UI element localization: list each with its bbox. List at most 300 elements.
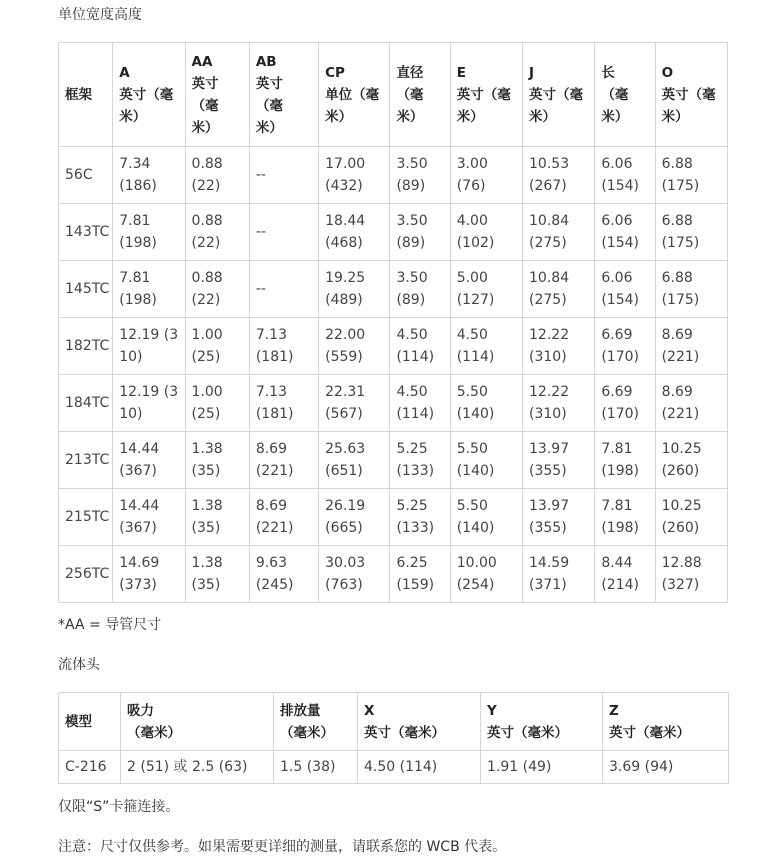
table-row <box>59 489 728 546</box>
cell-line: 14.69 <box>119 555 160 571</box>
cell-line: -- <box>255 167 266 183</box>
cell-line: (22) <box>191 178 221 194</box>
dimension-cell <box>390 489 450 546</box>
frame-cell <box>59 261 113 318</box>
cell-line: (175) <box>661 178 700 194</box>
cell-line: 14.44 <box>119 441 160 457</box>
cell-line: (432) <box>325 178 363 194</box>
cell-line: (35) <box>191 520 221 536</box>
cell-line: 22.00 <box>325 327 366 343</box>
cell-line: 25.63 <box>325 441 366 457</box>
cell-line: (154) <box>601 178 639 194</box>
cell-line: 143TC <box>65 224 110 240</box>
cell-line: Y <box>487 702 497 719</box>
cell-line: (25) <box>191 349 221 365</box>
cell-line: 长 <box>601 64 615 81</box>
cell-line: （毫 <box>601 86 629 103</box>
dimension-cell <box>595 204 655 261</box>
cell-line: (763) <box>325 577 363 593</box>
cell-line: (198) <box>601 463 639 479</box>
cell-line: 框架 <box>65 86 92 103</box>
dimension-cell <box>319 546 390 603</box>
cell-line: (35) <box>191 463 221 479</box>
cell-line: 10) <box>119 349 143 365</box>
dimensions-table <box>58 42 728 603</box>
dimension-cell <box>595 147 655 204</box>
cell-line: (367) <box>119 463 157 479</box>
dimension-cell <box>185 375 249 432</box>
cell-line: (114) <box>456 349 495 365</box>
cell-line: 7.13 <box>255 327 287 343</box>
column-header <box>523 43 595 147</box>
dimension-cell <box>450 546 522 603</box>
frame-cell <box>59 432 113 489</box>
cell-line: 英寸 <box>255 75 283 92</box>
column-header <box>121 693 274 751</box>
cell-line: 8.69 <box>661 384 693 400</box>
cell-line: (198) <box>601 520 639 536</box>
cell-line: (355) <box>529 463 567 479</box>
cell-line: A <box>119 64 130 81</box>
dimension-cell <box>450 204 522 261</box>
dimension-cell <box>113 318 185 375</box>
cell-line: 4.50 <box>396 327 428 343</box>
cell-line: 1.38 <box>191 555 223 571</box>
cell-line: (221) <box>661 406 700 422</box>
cell-line: 6.69 <box>601 384 633 400</box>
cell-line: (221) <box>255 463 294 479</box>
cell-line: 1.38 <box>191 498 223 514</box>
cell-line: 6.06 <box>601 270 633 286</box>
cell-line: (159) <box>396 577 435 593</box>
cell-line: 7.81 <box>601 441 633 457</box>
dimension-cell <box>319 375 390 432</box>
dimension-cell <box>390 375 450 432</box>
cell-line: (186) <box>119 178 157 194</box>
dimension-cell <box>249 261 318 318</box>
column-header <box>319 43 390 147</box>
cell-line: 10.53 <box>529 156 570 172</box>
dimension-cell <box>655 375 727 432</box>
cell-line: 5.25 <box>396 441 428 457</box>
cell-line: E <box>456 64 466 81</box>
cell-line: Z <box>609 702 619 719</box>
cell-line: 米） <box>529 108 557 125</box>
dimension-cell <box>249 432 318 489</box>
dimension-cell <box>319 147 390 204</box>
fluid-head-title: 流体头 <box>58 657 100 673</box>
dimension-cell <box>390 432 450 489</box>
cell-line: 英寸（毫米） <box>609 724 690 741</box>
cell-line: (22) <box>191 235 221 251</box>
cell-line: (327) <box>661 577 700 593</box>
cell-line: 10.25 <box>661 441 702 457</box>
cell-line: 4.50 <box>456 327 488 343</box>
dimension-cell <box>450 261 522 318</box>
value-cell: 1.91 (49) <box>481 751 603 784</box>
dimension-cell <box>185 261 249 318</box>
dimension-cell <box>450 432 522 489</box>
dimension-cell <box>450 147 522 204</box>
cell-line: 4.00 <box>456 213 488 229</box>
dimension-cell <box>523 489 595 546</box>
dimension-cell <box>113 204 185 261</box>
cell-line: 0.88 <box>191 270 223 286</box>
cell-line: 英寸（毫 <box>119 86 174 103</box>
dimension-cell <box>523 432 595 489</box>
cell-line: 1.38 <box>191 441 223 457</box>
dimension-cell <box>450 489 522 546</box>
cell-line: 7.81 <box>119 270 151 286</box>
cell-line: 6.06 <box>601 156 633 172</box>
table-row <box>59 261 728 318</box>
dimension-cell <box>523 147 595 204</box>
dimension-cell <box>655 546 727 603</box>
cell-line: (214) <box>601 577 639 593</box>
cell-line: 3.50 <box>396 270 428 286</box>
cell-line: 米） <box>601 108 629 125</box>
dimension-cell <box>523 375 595 432</box>
cell-line: (175) <box>661 292 700 308</box>
dimension-cell <box>185 546 249 603</box>
cell-line: 英寸（毫 <box>661 86 716 103</box>
cell-line: （毫 <box>255 97 283 114</box>
cell-line: (181) <box>255 406 294 422</box>
fluid-head-table <box>58 692 729 784</box>
frame-cell <box>59 204 113 261</box>
cell-line: (140) <box>456 520 495 536</box>
cell-line: 6.88 <box>661 156 693 172</box>
column-header <box>358 693 481 751</box>
cell-line: 米） <box>661 108 689 125</box>
table-row <box>59 751 729 784</box>
cell-line: (133) <box>396 520 435 536</box>
cell-line: 256TC <box>65 566 110 582</box>
dimension-cell <box>450 318 522 375</box>
cell-line: 米） <box>456 108 484 125</box>
cell-line: 米） <box>325 108 353 125</box>
cell-line: (221) <box>661 349 700 365</box>
cell-line: (154) <box>601 235 639 251</box>
cell-line: 0.88 <box>191 213 223 229</box>
dimension-cell <box>655 489 727 546</box>
cell-line: J <box>529 64 535 81</box>
cell-line: O <box>661 64 674 81</box>
dimension-cell <box>113 147 185 204</box>
value-cell: 3.69 (94) <box>603 751 729 784</box>
cell-line: 9.63 <box>255 555 287 571</box>
cell-line: (275) <box>529 292 567 308</box>
section-title: 单位宽度高度 <box>58 7 142 23</box>
cell-line: 7.13 <box>255 384 287 400</box>
dimension-cell <box>390 261 450 318</box>
cell-line: (175) <box>661 235 700 251</box>
cell-line: 3.50 <box>396 156 428 172</box>
column-header <box>655 43 727 147</box>
dimension-cell <box>113 261 185 318</box>
cell-line: (651) <box>325 463 363 479</box>
table-row <box>59 432 728 489</box>
table-row <box>59 204 728 261</box>
cell-line: (355) <box>529 520 567 536</box>
column-header <box>113 43 185 147</box>
frame-cell <box>59 546 113 603</box>
cell-line: CP <box>325 64 345 81</box>
cell-line: 10.84 <box>529 270 570 286</box>
dimension-cell <box>523 204 595 261</box>
cell-line: (140) <box>456 406 495 422</box>
column-header <box>481 693 603 751</box>
column-header <box>274 693 358 751</box>
cell-line: 5.00 <box>456 270 488 286</box>
cell-line: 6.88 <box>661 213 693 229</box>
model-cell: C-216 <box>59 751 121 784</box>
cell-line: 5.50 <box>456 441 488 457</box>
cell-line: 13.97 <box>529 498 570 514</box>
cell-line: (267) <box>529 178 567 194</box>
cell-line: 5.50 <box>456 498 488 514</box>
disclaimer-note: 注意：尺寸仅供参考。如果需要更详细的测量，请联系您的 WCB 代表。 <box>58 839 507 855</box>
cell-line: 3.50 <box>396 213 428 229</box>
cell-line: (489) <box>325 292 363 308</box>
dimension-cell <box>655 204 727 261</box>
cell-line: (260) <box>661 520 700 536</box>
cell-line: 8.69 <box>255 441 287 457</box>
cell-line: 米） <box>255 119 283 136</box>
dimension-cell <box>595 375 655 432</box>
cell-line: (154) <box>601 292 639 308</box>
cell-line: 1.00 <box>191 384 223 400</box>
table-row <box>59 318 728 375</box>
cell-line: 215TC <box>65 509 110 525</box>
dimension-cell <box>113 546 185 603</box>
cell-line: 英寸（毫米） <box>364 724 445 741</box>
dimension-cell <box>655 432 727 489</box>
cell-line: 7.81 <box>601 498 633 514</box>
dimension-cell <box>655 318 727 375</box>
column-header <box>595 43 655 147</box>
aa-footnote: *AA = 导管尺寸 <box>58 617 162 633</box>
cell-line: (170) <box>601 406 639 422</box>
dimension-cell <box>390 147 450 204</box>
cell-line: 8.69 <box>661 327 693 343</box>
cell-line: (567) <box>325 406 363 422</box>
cell-line: 6.06 <box>601 213 633 229</box>
cell-line: （毫米） <box>127 724 181 741</box>
dimension-cell <box>185 147 249 204</box>
column-header <box>249 43 318 147</box>
dimension-cell <box>523 546 595 603</box>
dimension-cell <box>595 261 655 318</box>
fluid-head-header-row <box>59 693 729 751</box>
dimension-cell <box>185 318 249 375</box>
cell-line: 吸力 <box>127 702 154 719</box>
cell-line: 14.44 <box>119 498 160 514</box>
cell-line: 10.00 <box>456 555 497 571</box>
cell-line: (140) <box>456 463 495 479</box>
column-header <box>390 43 450 147</box>
frame-cell <box>59 375 113 432</box>
cell-line: 米） <box>119 108 147 125</box>
cell-line: (310) <box>529 406 567 422</box>
dimension-cell <box>113 375 185 432</box>
dimension-cell <box>113 489 185 546</box>
cell-line: 直径 <box>396 64 424 81</box>
cell-line: 213TC <box>65 452 110 468</box>
cell-line: 单位（毫 <box>325 86 380 103</box>
cell-line: 17.00 <box>325 156 366 172</box>
cell-line: (181) <box>255 349 294 365</box>
cell-line: 米） <box>396 108 424 125</box>
cell-line: 18.44 <box>325 213 366 229</box>
dimension-cell <box>390 318 450 375</box>
dimension-cell <box>523 318 595 375</box>
dimension-cell <box>185 432 249 489</box>
cell-line: (468) <box>325 235 363 251</box>
cell-line: (102) <box>456 235 495 251</box>
cell-line: (198) <box>119 235 157 251</box>
cell-line: （毫 <box>396 86 424 103</box>
cell-line: (371) <box>529 577 567 593</box>
dimension-cell <box>319 318 390 375</box>
column-header <box>450 43 522 147</box>
cell-line: (127) <box>456 292 495 308</box>
cell-line: (221) <box>255 520 294 536</box>
cell-line: 12.19 (3 <box>119 327 179 343</box>
cell-line: 模型 <box>65 713 92 730</box>
frame-cell <box>59 318 113 375</box>
value-cell: 1.5 (38) <box>274 751 358 784</box>
cell-line: (170) <box>601 349 639 365</box>
dimension-cell <box>249 489 318 546</box>
dimension-cell <box>113 432 185 489</box>
cell-line: 22.31 <box>325 384 366 400</box>
cell-line: 10) <box>119 406 143 422</box>
cell-line: 10.84 <box>529 213 570 229</box>
cell-line: (133) <box>396 463 435 479</box>
cell-line: 12.88 <box>661 555 702 571</box>
cell-line: AB <box>255 53 277 70</box>
dimension-cell <box>185 489 249 546</box>
cell-line: (25) <box>191 406 221 422</box>
cell-line: (89) <box>396 292 426 308</box>
cell-line: -- <box>255 281 266 297</box>
dimension-cell <box>523 261 595 318</box>
cell-line: 排放量 <box>280 702 321 719</box>
frame-cell <box>59 489 113 546</box>
cell-line: 米） <box>191 119 219 136</box>
cell-line: 8.44 <box>601 555 633 571</box>
dimension-cell <box>595 489 655 546</box>
cell-line: 英寸（毫 <box>456 86 511 103</box>
dimension-cell <box>655 147 727 204</box>
cell-line: (114) <box>396 406 435 422</box>
frame-cell <box>59 147 113 204</box>
cell-line: 19.25 <box>325 270 366 286</box>
cell-line: 56C <box>65 167 93 183</box>
cell-line: （毫米） <box>280 724 334 741</box>
cell-line: (114) <box>396 349 435 365</box>
clamp-note: 仅限“S”卡箍连接。 <box>58 799 180 815</box>
cell-line: 182TC <box>65 338 110 354</box>
cell-line: 14.59 <box>529 555 570 571</box>
cell-line: 8.69 <box>255 498 287 514</box>
dimension-cell <box>450 375 522 432</box>
dimension-cell <box>390 546 450 603</box>
cell-line: (275) <box>529 235 567 251</box>
dimension-cell <box>595 318 655 375</box>
cell-line: 6.69 <box>601 327 633 343</box>
dimension-cell <box>595 432 655 489</box>
cell-line: 英寸（毫米） <box>487 724 568 741</box>
cell-line: 12.19 (3 <box>119 384 179 400</box>
dimension-cell <box>319 432 390 489</box>
cell-line: 3.00 <box>456 156 488 172</box>
dimension-cell <box>185 204 249 261</box>
cell-line: 4.50 <box>396 384 428 400</box>
cell-line: (260) <box>661 463 700 479</box>
dimension-cell <box>390 204 450 261</box>
cell-line: AA <box>191 53 213 70</box>
cell-line: X <box>364 702 375 719</box>
value-cell: 4.50 (114) <box>358 751 481 784</box>
cell-line: 英寸 <box>191 75 219 92</box>
dimension-cell <box>249 375 318 432</box>
cell-line: (310) <box>529 349 567 365</box>
cell-line: (89) <box>396 235 426 251</box>
column-header-frame <box>59 43 113 147</box>
cell-line: 7.34 <box>119 156 151 172</box>
table-row <box>59 546 728 603</box>
cell-line: (245) <box>255 577 294 593</box>
cell-line: （毫 <box>191 97 219 114</box>
column-header <box>185 43 249 147</box>
dimension-cell <box>319 204 390 261</box>
cell-line: 13.97 <box>529 441 570 457</box>
column-header <box>603 693 729 751</box>
cell-line: 184TC <box>65 395 110 411</box>
cell-line: 7.81 <box>119 213 151 229</box>
table-row <box>59 375 728 432</box>
cell-line: (254) <box>456 577 495 593</box>
cell-line: (35) <box>191 577 221 593</box>
cell-line: 英寸（毫 <box>529 86 584 103</box>
dimension-cell <box>249 546 318 603</box>
cell-line: (373) <box>119 577 157 593</box>
cell-line: 12.22 <box>529 327 570 343</box>
column-header <box>59 693 121 751</box>
cell-line: (22) <box>191 292 221 308</box>
dimension-cell <box>319 261 390 318</box>
dimension-cell <box>249 318 318 375</box>
cell-line: (665) <box>325 520 363 536</box>
cell-line: (198) <box>119 292 157 308</box>
cell-line: 5.50 <box>456 384 488 400</box>
dimensions-header-row <box>59 43 728 147</box>
value-cell: 2 (51) 或 2.5 (63) <box>121 751 274 784</box>
dimension-cell <box>595 546 655 603</box>
cell-line: (89) <box>396 178 426 194</box>
cell-line: 145TC <box>65 281 110 297</box>
table-row <box>59 147 728 204</box>
cell-line: 6.88 <box>661 270 693 286</box>
cell-line: 10.25 <box>661 498 702 514</box>
cell-line: 5.25 <box>396 498 428 514</box>
cell-line: (559) <box>325 349 363 365</box>
dimension-cell <box>319 489 390 546</box>
dimension-cell <box>655 261 727 318</box>
dimension-cell <box>249 147 318 204</box>
